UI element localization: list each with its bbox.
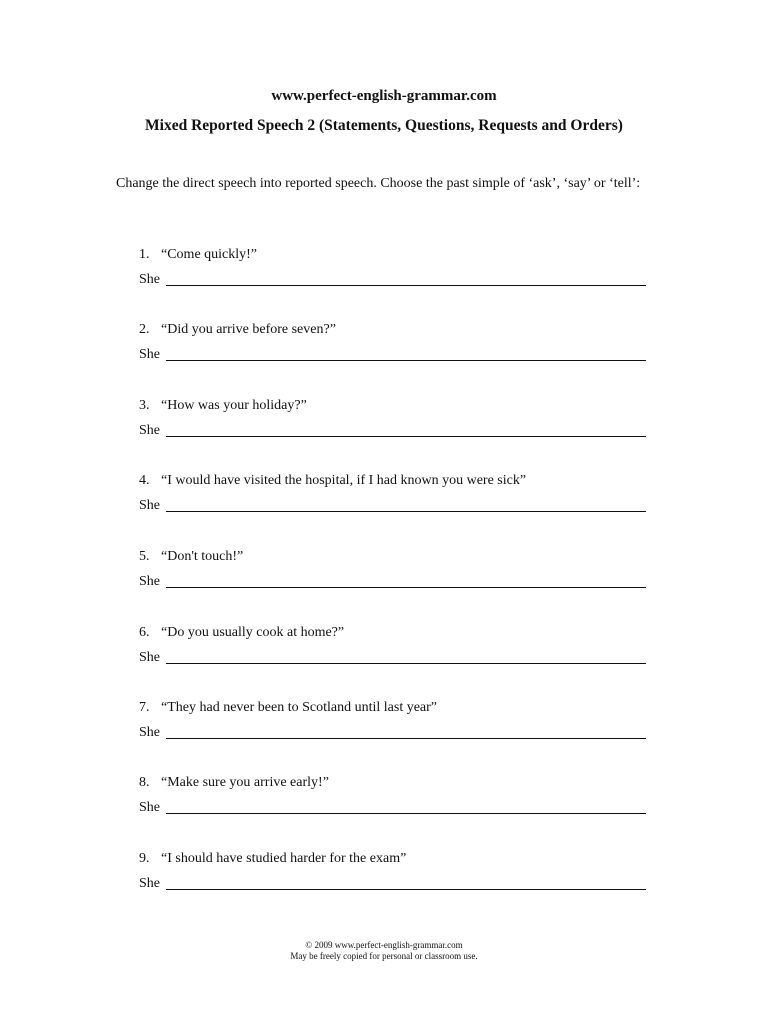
question-number: 8. [139, 775, 150, 790]
answer-line[interactable] [166, 813, 646, 814]
question-prompt: “Do you usually cook at home?” [161, 625, 345, 640]
answer-prefix: She [139, 650, 160, 665]
answer-row[interactable] [139, 270, 649, 290]
question [139, 698, 649, 718]
question-prompt: “Did you arrive before seven?” [161, 322, 336, 337]
exercise-6 [139, 623, 649, 668]
exercise-7 [139, 698, 649, 743]
answer-row[interactable] [139, 648, 649, 668]
answer-line[interactable] [166, 360, 646, 361]
answer-line[interactable] [166, 511, 646, 512]
answer-row[interactable] [139, 874, 649, 894]
answer-row[interactable] [139, 572, 649, 592]
question-number: 6. [139, 625, 150, 640]
question [139, 849, 649, 869]
answer-prefix: She [139, 725, 160, 740]
question-prompt: “How was your holiday?” [161, 398, 307, 413]
answer-row[interactable] [139, 723, 649, 743]
answer-prefix: She [139, 272, 160, 287]
question [139, 623, 649, 643]
answer-prefix: She [139, 423, 160, 438]
answer-prefix: She [139, 347, 160, 362]
answer-line[interactable] [166, 587, 646, 588]
question-prompt: “I should have studied harder for the exam” [161, 851, 407, 866]
site-url: www.perfect-english-grammar.com [271, 88, 497, 104]
exercise-8 [139, 773, 649, 818]
question-prompt: “I would have visited the hospital, if I had known you were sick” [161, 473, 527, 488]
question-number: 9. [139, 851, 150, 866]
question-prompt: “Come quickly!” [161, 247, 258, 262]
answer-prefix: She [139, 574, 160, 589]
question-number: 4. [139, 473, 150, 488]
question-number: 7. [139, 700, 150, 715]
answer-row[interactable] [139, 798, 649, 818]
exercise-1 [139, 245, 649, 290]
instructions: Change the direct speech into reported speech. Choose the past simple of ‘ask’, ‘say’ or ‘tell’: [116, 176, 641, 191]
answer-row[interactable] [139, 345, 649, 365]
exercise-9 [139, 849, 649, 894]
footer-note: May be freely copied for personal or classroom use. [290, 951, 478, 961]
answer-line[interactable] [166, 738, 646, 739]
footer-copyright: © 2009 www.perfect-english-grammar.com [305, 940, 463, 950]
question [139, 320, 649, 340]
exercise-5 [139, 547, 649, 592]
question-prompt: “They had never been to Scotland until last year” [161, 700, 438, 715]
answer-prefix: She [139, 498, 160, 513]
question-prompt: “Don't touch!” [161, 549, 244, 564]
question-prompt: “Make sure you arrive early!” [161, 775, 329, 790]
answer-prefix: She [139, 876, 160, 891]
question [139, 471, 649, 491]
question [139, 245, 649, 265]
answer-row[interactable] [139, 421, 649, 441]
answer-line[interactable] [166, 436, 646, 437]
answer-row[interactable] [139, 496, 649, 516]
question [139, 547, 649, 567]
exercise-3 [139, 396, 649, 441]
question-number: 2. [139, 322, 150, 337]
exercise-2 [139, 320, 649, 365]
footer [0, 940, 768, 962]
exercise-4 [139, 471, 649, 516]
answer-prefix: She [139, 800, 160, 815]
question-number: 1. [139, 247, 150, 262]
answer-line[interactable] [166, 285, 646, 286]
answer-line[interactable] [166, 663, 646, 664]
question-number: 5. [139, 549, 150, 564]
question-number: 3. [139, 398, 150, 413]
question [139, 396, 649, 416]
question [139, 773, 649, 793]
page-title: Mixed Reported Speech 2 (Statements, Questions, Requests and Orders) [145, 117, 623, 134]
answer-line[interactable] [166, 889, 646, 890]
